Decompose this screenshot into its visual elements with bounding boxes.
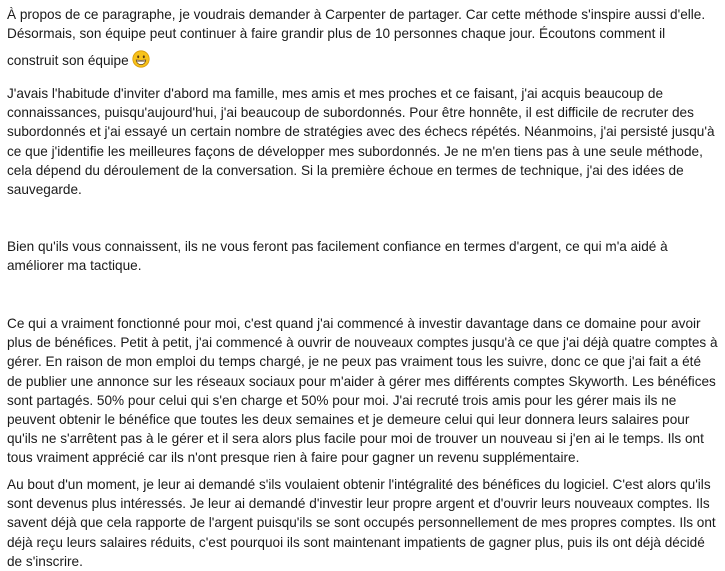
paragraph-habit: J'avais l'habitude d'inviter d'abord ma famille, mes amis et mes proches et ce faisant, j'ai acquis beaucoup de connaissances, puisqu'aujourd'hui, j'ai beaucoup de subordonnés. Pour être honnête, il est difficile de recruter des subordonnés et j'ai essayé un certain nombre de stratégies avec des échecs répétés. Néanmoins, j'ai persisté jusqu'à ce que j'identifie les meilleures façons de développer mes subordonnés. Je ne m'en tiens pas à une seule méthode, cela dépend du déroulement de la conversation. Si la première échoue en termes de technique, j'ai des idées de sauvegarde. xyxy=(7,86,715,198)
paragraph-profits: Au bout d'un moment, je leur ai demandé s'ils voulaient obtenir l'intégralité des bénéfices du logiciel. C'est alors qu'ils sont devenus plus intéressés. Je leur ai demandé d'investir leur propre argent et d'ouvrir leurs nouveaux comptes. Ils savent déjà que cela rapporte de l'argent puisqu'ils se sont occupés personnellement de mes propres comptes. Ils ont déjà reçu leurs salaires réduits, c'est pourquoi ils sont maintenant impatients de gagner plus, puis ils ont déjà décidé de s'inscrire. xyxy=(7,477,716,569)
grinning-face-icon xyxy=(132,50,150,68)
intro-line-3 xyxy=(7,50,719,70)
intro-line-2: Désormais, son équipe peut continuer à faire grandir plus de 10 personnes chaque jour. Écoutons comment il xyxy=(7,26,666,42)
intro-line-1: À propos de ce paragraphe, je voudrais demander à Carpenter de partager. Car cette méthode s'inspire aussi d'elle. xyxy=(7,7,706,22)
paragraph-trust: Bien qu'ils vous connaissent, ils ne vous feront pas facilement confiance en termes d'argent, ce qui m'a aidé à améliorer ma tactique. xyxy=(7,239,668,274)
intro-line-3-text: construit son équipe xyxy=(7,53,129,69)
paragraph-intro xyxy=(7,5,719,71)
paragraph-investment: Ce qui a vraiment fonctionné pour moi, c'est quand j'ai commencé à investir davantage dans ce domaine pour avoir plus de bénéfices. Petit à petit, j'ai commencé à ouvrir de nouveaux comptes jusqu'à ce que j'ai déjà quatre comptes à gérer. En raison de mon emploi du temps chargé, je ne peux pas vraiment tous les suivre, donc ce que j'ai fait a été de publier une annonce sur les réseaux sociaux pour m'aider à gérer mes différents comptes Skyworth. Les bénéfices sont partagés. 50% pour celui qui s'en charge et 50% pour moi. J'ai recruté trois amis pour les gérer mais ils ne peuvent obtenir le bénéfice que toutes les deux semaines et je demeure celui qui leur donnera leurs salaires pour qu'ils ne s'arrêtent pas à le gérer et il sera alors plus facile pour moi de trouver un nouveau si j'en ai le temps. Ils ont tous vraiment apprécié car ils n'ont presque rien à faire pour gagner un revenu supplémentaire. xyxy=(7,316,718,466)
